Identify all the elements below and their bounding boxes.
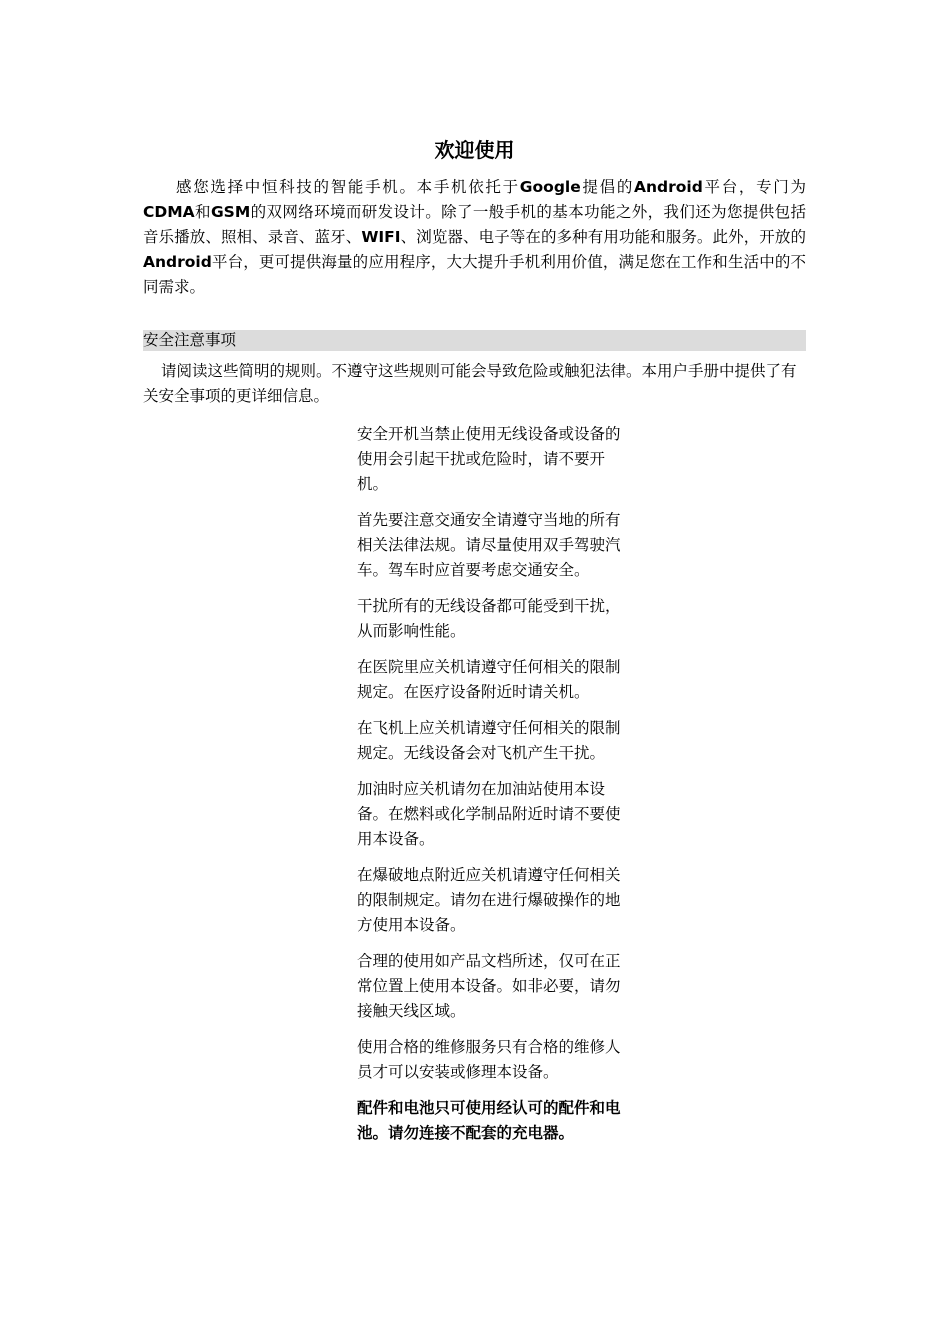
- safety-rule-item: 合理的使用如产品文档所述，仅可在正常位置上使用本设备。如非必要，请勿接触天线区域。: [357, 952, 621, 1020]
- safety-rule-item: 首先要注意交通安全请遵守当地的所有相关法律法规。请尽量使用双手驾驶汽车。驾车时应首要考虑交通安全。: [357, 511, 621, 579]
- safety-rule-item: 使用合格的维修服务只有合格的维修人员才可以安装或修理本设备。: [357, 1038, 621, 1081]
- intro-bold-term: GSM: [210, 203, 251, 221]
- intro-bold-term: WIFI: [361, 228, 401, 246]
- intro-text-run: 感您选择中恒科技的智能手机。本手机依托于: [176, 178, 520, 196]
- intro-bold-term: Android: [143, 253, 212, 271]
- section-intro-paragraph: 请阅读这些简明的规则。不遵守这些规则可能会导致危险或触犯法律。本用户手册中提供了有关安全事项的更详细信息。: [143, 362, 797, 405]
- safety-rules-list: [357, 422, 633, 1157]
- safety-rule-item: 在飞机上应关机请遵守任何相关的限制规定。无线设备会对飞机产生干扰。: [357, 719, 621, 762]
- safety-rule-item: 在医院里应关机请遵守任何相关的限制规定。在医疗设备附近时请关机。: [357, 658, 621, 701]
- page-title: 欢迎使用: [434, 138, 515, 162]
- intro-text-run: 提倡的: [580, 178, 635, 196]
- intro-paragraph: [143, 175, 806, 300]
- safety-rule-item: 干扰所有的无线设备都可能受到干扰，从而影响性能。: [357, 597, 621, 640]
- safety-rule-item: 在爆破地点附近应关机请遵守任何相关的限制规定。请勿在进行爆破操作的地方使用本设备。: [357, 866, 621, 934]
- intro-text-run: 平台，专门为: [702, 178, 806, 196]
- section-heading: 安全注意事项: [143, 330, 806, 351]
- safety-rule-item: 加油时应关机请勿在加油站使用本设备。在燃料或化学制品附近时请不要使用本设备。: [357, 780, 621, 848]
- intro-bold-term: Google: [519, 178, 581, 196]
- intro-text-run: 和: [194, 203, 211, 221]
- intro-text-run: 、浏览器、电子等在的多种有用功能和服务。此外，开放的: [400, 228, 806, 246]
- safety-rule-item: 配件和电池只可使用经认可的配件和电池。请勿连接不配套的充电器。: [357, 1099, 621, 1142]
- intro-bold-term: CDMA: [143, 203, 195, 221]
- intro-text-run: 平台，更可提供海量的应用程序，大大提升手机利用价值，满足您在工作和生活中的不同需求。: [143, 253, 806, 296]
- intro-bold-term: Android: [634, 178, 703, 196]
- safety-rule-item: 安全开机当禁止使用无线设备或设备的使用会引起干扰或危险时，请不要开机。: [357, 425, 621, 493]
- intro-text-run: 的双网络环境而研发设计。除了一般手机的基本功能之外，我们还为您提供包括音乐播放、照相、录音、蓝牙、: [143, 203, 806, 246]
